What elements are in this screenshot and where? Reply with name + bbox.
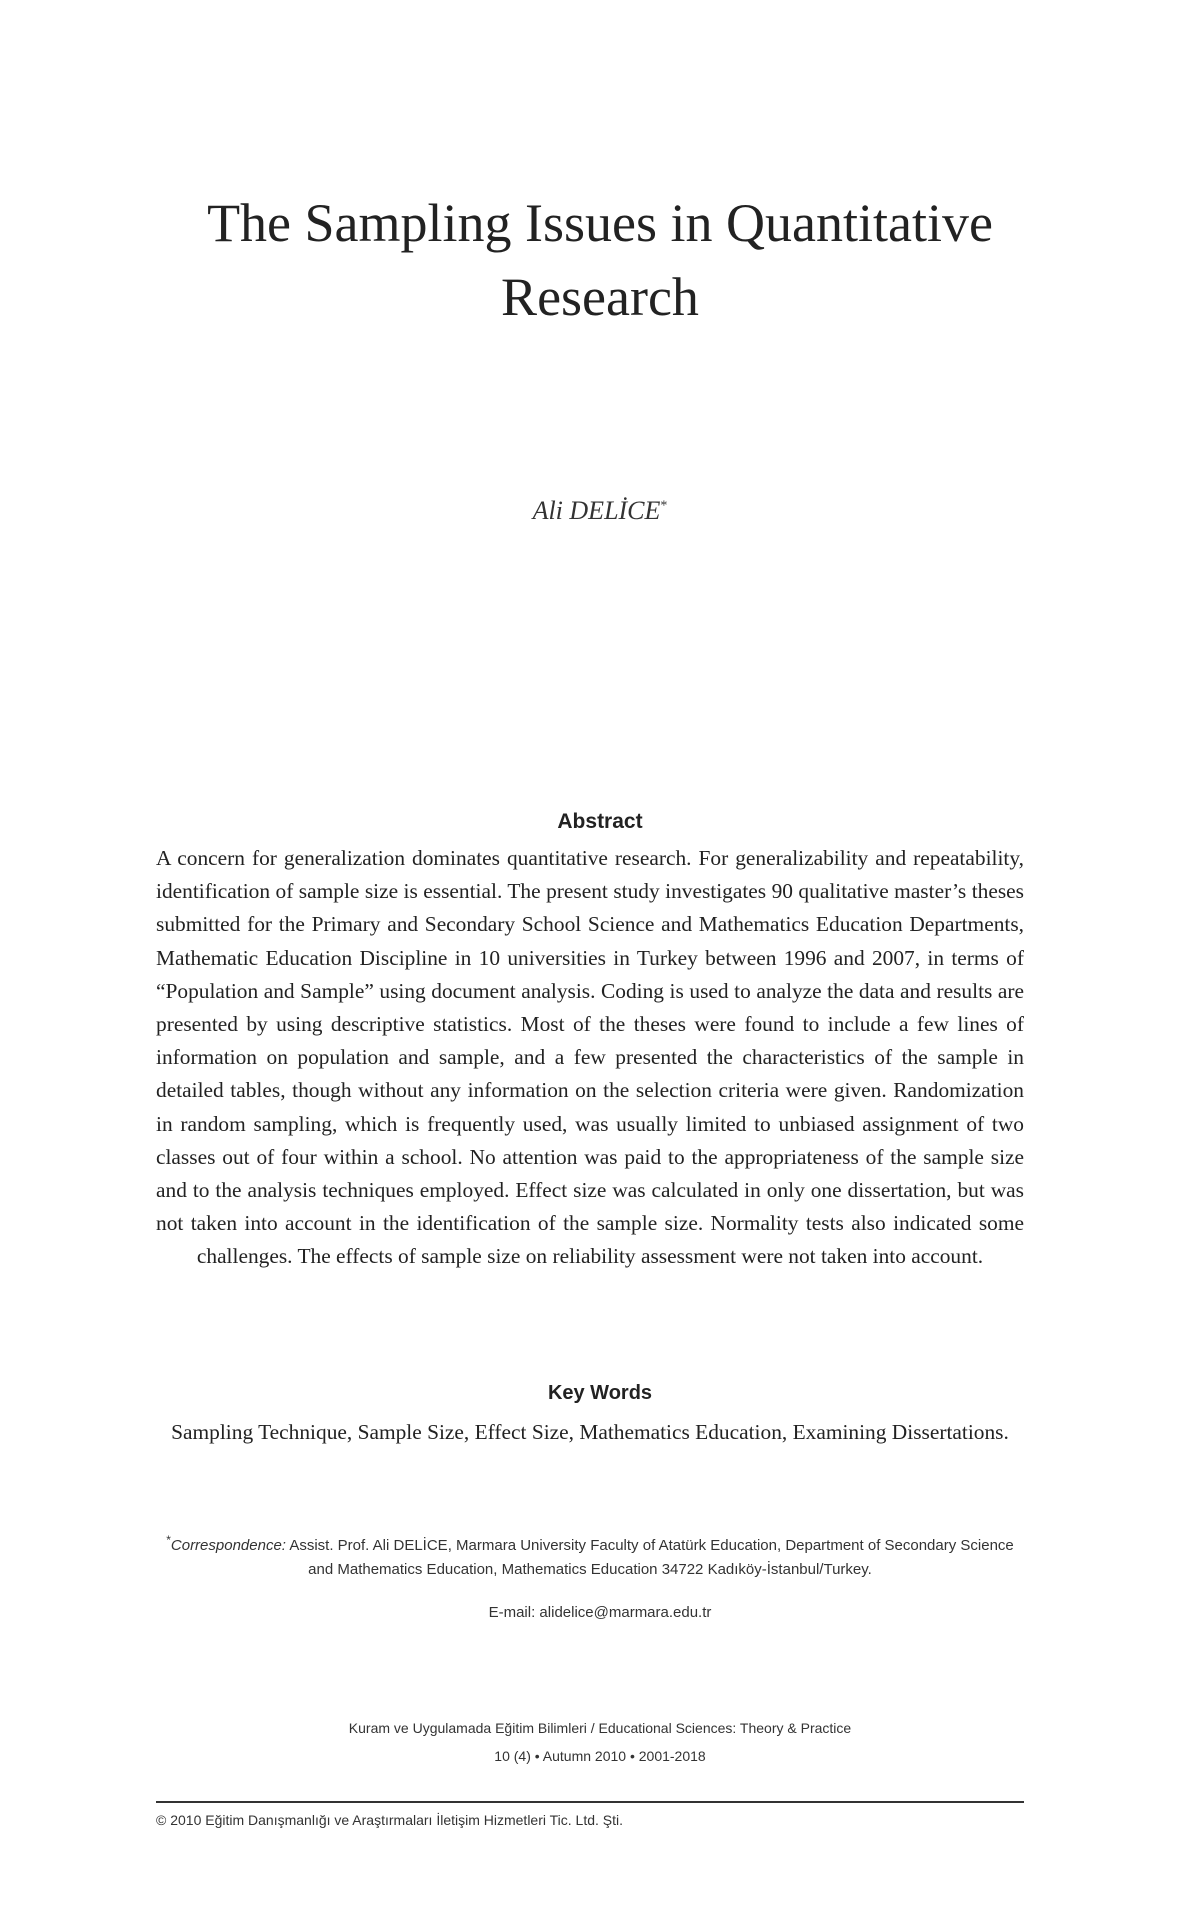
abstract-text: A concern for generalization dominates quantitative research. For generalizability and repeatability, identification of sample size is essential. The present study investigates 90 qualitative master’s theses submitted for the Primary and Secondary School Science and Mathematics Education Departments, Mathematic Education Discipline in 10 universities in Turkey between 1996 and 2007, in terms of “Population and Sample” using document analysis. Coding is used to analyze the data and results are presented by using descriptive statistics. Most of the theses were found to include a few lines of information on population and sample, and a few presented the characteristics of the sample in detailed tables, though without any information on the selection criteria were given. Randomization in random sampling, which is frequently used, was usually limited to unbiased assignment of two classes out of four within a school. No attention was paid to the appropriateness of the sample size and to the analysis techniques employed. Effect size was calculated in only one dissertation, but was not taken into account in the identification of the sample size. Normality tests also indicated some challenges. The effects of sample size on reliability assessment were not taken into account.	[156, 846, 1024, 1269]
correspondence-text: Assist. Prof. Ali DELİCE, Marmara University Faculty of Atatürk Education, Department of Secondary Science and Mathematics Education, Mathematics Education 34722 Kadıköy-İstanbul/Turkey.	[289, 1537, 1014, 1578]
keywords-heading: Key Words	[547, 1382, 653, 1404]
footer-divider	[156, 1801, 1024, 1803]
correspondence-label: Correspondence:	[170, 1537, 286, 1554]
keywords-text: Sampling Technique, Sample Size, Effect Size, Mathematics Education, Examining Dissertations.	[171, 1420, 1009, 1444]
author-footnote-mark: *	[660, 498, 668, 514]
journal-info	[200, 1714, 1000, 1770]
author-name	[300, 496, 900, 526]
copyright-notice: © 2010 Eğitim Danışmanlığı ve Araştırmaları İletişim Hizmetleri Tic. Ltd. Şti.	[156, 1812, 624, 1828]
journal-issue: 10 (4) • Autumn 2010 • 2001-2018	[494, 1748, 706, 1764]
journal-name: Kuram ve Uygulamada Eğitim Bilimleri / Educational Sciences: Theory & Practice	[348, 1720, 852, 1736]
abstract-heading: Abstract	[557, 810, 643, 833]
correspondence-note	[156, 1534, 1024, 1582]
author-name-text: Ali DELİCE	[532, 496, 661, 525]
correspondence-mark: *	[166, 1533, 171, 1547]
author-email: E-mail: alidelice@marmara.edu.tr	[488, 1604, 712, 1621]
article-title: The Sampling Issues in Quantitative Research	[207, 193, 993, 327]
